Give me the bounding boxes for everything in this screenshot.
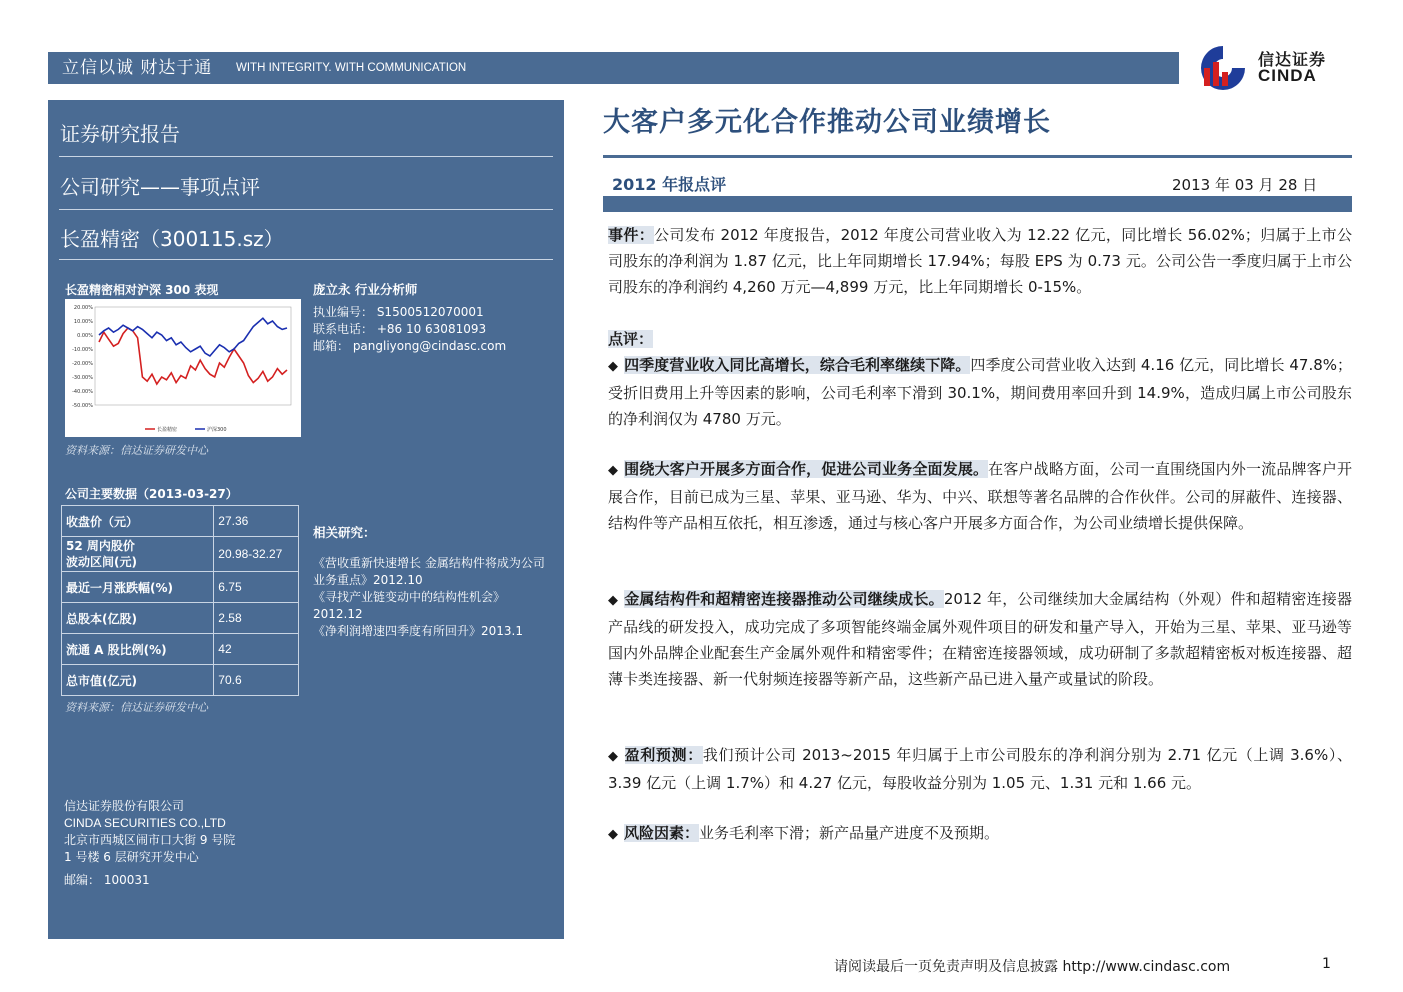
divider <box>59 209 553 210</box>
title-underline <box>603 155 1352 158</box>
y-tick-label: 20.00% <box>73 305 93 311</box>
diamond-bullet-icon: ◆ <box>608 463 619 478</box>
point-text: 四季度公司营业收入达到 4.16 亿元，同比增长 47.8%；受折旧费用上升等因素的影响，公司毛利率下滑到 30.1%，期间费用率回升到 14.9%，造成归属上市公司股东的净利润仅为 4780 万元。 <box>608 356 1353 428</box>
subtitle-bar <box>603 196 1352 212</box>
analyst-name: 庞立永 行业分析师 <box>313 282 418 297</box>
event-label: 事件： <box>608 226 655 244</box>
y-tick-label: -10.00% <box>72 347 93 353</box>
point-paragraph <box>608 742 1352 796</box>
point-text: 在客户战略方面，公司一直围绕国内外一流品牌客户开展合作，目前已成为三星、苹果、亚马逊、华为、中兴、联想等著名品牌的合作伙伴。公司的屏蔽件、连接器、结构件等产品相互依托，相互渗透，通过与核心客户开展多方面合作，为公司业绩增长提供保障。 <box>608 460 1352 532</box>
series-line-0 <box>99 328 287 384</box>
related-research <box>313 523 553 640</box>
company-info-line: 1 号楼 6 层研究开发中心 <box>64 850 199 864</box>
point-paragraph <box>608 352 1352 432</box>
company-info-line: 北京市西城区闹市口大街 9 号院 <box>64 833 236 847</box>
comment-heading <box>608 326 1352 352</box>
table-row <box>62 665 299 696</box>
legend-label: 长盈精密 <box>157 427 178 433</box>
related-title: 相关研究： <box>313 525 376 540</box>
point-label: 四季度营业收入同比高增长，综合毛利率继续下降。 <box>624 356 971 374</box>
report-title: 大客户多元化合作推动公司业绩增长 <box>603 107 1051 138</box>
y-tick-label: -30.00% <box>72 375 93 381</box>
legend-label: 沪深300 <box>207 427 227 433</box>
relative-performance-chart <box>65 299 301 437</box>
logo-en: CINDA <box>1258 66 1317 85</box>
table-row <box>62 537 299 572</box>
logo-cn: 信达证券 <box>1258 50 1327 69</box>
company-info-line: 邮编： 100031 <box>64 873 150 887</box>
sidebar <box>48 100 564 939</box>
series-line-1 <box>99 318 287 356</box>
report-category: 公司研究——事项点评 <box>60 175 260 199</box>
table-key: 52 周内股价 波动区间(元) <box>62 537 214 572</box>
point-paragraph <box>608 586 1352 692</box>
comment-label: 点评： <box>608 330 654 348</box>
table-value: 20.98-32.27 <box>214 537 299 572</box>
slogan-en: WITH INTEGRITY. WITH COMMUNICATION <box>236 62 467 74</box>
point-text: 我们预计公司 2013~2015 年归属于上市公司股东的净利润分别为 2.71 亿元（上调 3.6%）、3.39 亿元（上调 1.7%）和 4.27 亿元，每股收益分别为 1.05 元、1.31 元和 1.66 元。 <box>608 746 1352 792</box>
y-tick-label: -40.00% <box>72 389 93 395</box>
analyst-cert: 执业编号： S1500512070001 <box>313 305 484 319</box>
point-label: 风险因素： <box>624 824 700 842</box>
diamond-bullet-icon: ◆ <box>608 749 619 764</box>
y-tick-label: -50.00% <box>72 403 93 409</box>
slogan-cn: 立信以诚 财达于通 <box>62 58 213 78</box>
y-tick-label: -20.00% <box>72 361 93 367</box>
cinda-logo <box>1192 42 1352 92</box>
table-row <box>62 634 299 665</box>
point-label: 金属结构件和超精密连接器推动公司继续成长。 <box>624 590 944 608</box>
related-item[interactable]: 《净利润增速四季度有所回升》2013.1 <box>313 624 523 638</box>
analyst-info <box>313 281 506 355</box>
table-key: 总股本(亿股) <box>62 603 214 634</box>
table-value: 6.75 <box>214 572 299 603</box>
point-label: 围绕大客户开展多方面合作，促进公司业务全面发展。 <box>624 460 989 478</box>
table-row <box>62 572 299 603</box>
diamond-bullet-icon: ◆ <box>608 827 618 842</box>
y-tick-label: 0.00% <box>77 333 93 339</box>
related-item[interactable]: 《寻找产业链变动中的结构性机会》2012.12 <box>313 590 506 621</box>
table-row <box>62 506 299 537</box>
table-value: 70.6 <box>214 665 299 696</box>
table-value: 2.58 <box>214 603 299 634</box>
table-key: 最近一月涨跌幅(%) <box>62 572 214 603</box>
divider <box>59 156 553 157</box>
y-tick-label: 10.00% <box>73 319 93 325</box>
point-label: 盈利预测： <box>624 746 703 764</box>
related-item[interactable]: 《营收重新快速增长 金属结构件将成为公司业务重点》2012.10 <box>313 556 545 587</box>
chart-title: 长盈精密相对沪深 300 表现 <box>65 283 219 297</box>
analyst-phone: 联系电话： +86 10 63081093 <box>313 322 487 336</box>
point-paragraph <box>608 456 1352 536</box>
point-text: 业务毛利率下滑；新产品量产进度不及预期。 <box>699 824 1000 842</box>
chart-svg <box>65 299 301 437</box>
diamond-bullet-icon: ◆ <box>608 359 619 374</box>
divider <box>59 259 553 260</box>
analyst-email[interactable]: 邮箱： pangliyong@cindasc.com <box>313 339 507 353</box>
company-info-line: CINDA SECURITIES CO.,LTD <box>64 816 226 830</box>
point-paragraph <box>608 820 1352 848</box>
table-row <box>62 603 299 634</box>
company-info <box>64 798 235 889</box>
table-value: 27.36 <box>214 506 299 537</box>
table-value: 42 <box>214 634 299 665</box>
key-data-table <box>61 505 299 696</box>
company-name: 长盈精密（300115.sz） <box>60 227 284 251</box>
table-key: 收盘价（元） <box>62 506 214 537</box>
key-data-title: 公司主要数据（2013-03-27） <box>65 487 238 501</box>
company-info-line: 信达证券股份有限公司 <box>64 799 185 813</box>
chart-frame <box>95 307 291 405</box>
footer-disclaimer[interactable]: 请阅读最后一页免责声明及信息披露 http://www.cindasc.com <box>834 959 1231 975</box>
page-number: 1 <box>1322 956 1331 972</box>
report-subtitle: 2012 年报点评 <box>612 175 727 194</box>
report-date: 2013 年 03 月 28 日 <box>1172 176 1318 194</box>
table-key: 总市值(亿元) <box>62 665 214 696</box>
data-source: 资料来源：信达证券研发中心 <box>65 701 208 714</box>
report-type: 证券研究报告 <box>60 122 180 146</box>
header-banner <box>48 52 1179 84</box>
chart-source: 资料来源：信达证券研发中心 <box>65 444 208 457</box>
cinda-logo-icon <box>1192 42 1254 92</box>
diamond-bullet-icon: ◆ <box>608 593 619 608</box>
table-key: 流通 A 股比例(%) <box>62 634 214 665</box>
point-text: 2012 年，公司继续加大金属结构（外观）件和超精密连接器产品线的研发投入，成功完成了多项智能终端金属外观件项目的研发和量产导入，开始为三星、苹果、亚马逊等国内外品牌企业配套生产金属外观件和精密零件；在精密连接器领域，成功研制了多款超精密板对板连接器、超薄卡类连接器、新一代射频连接器等新产品，这些新产品已进入量产或量试的阶段。 <box>608 590 1352 688</box>
event-paragraph <box>608 222 1352 300</box>
event-text: 公司发布 2012 年度报告，2012 年度公司营业收入为 12.22 亿元，同比增长 56.02%；归属于上市公司股东的净利润为 1.87 亿元，比上年同期增长 17.94%；每股 EPS 为 0.73 元。公司公告一季度归属于上市公司股东的净利润约 4,260 万元—4,899 万元，比上年同期增长 0-15%。 <box>608 226 1352 296</box>
